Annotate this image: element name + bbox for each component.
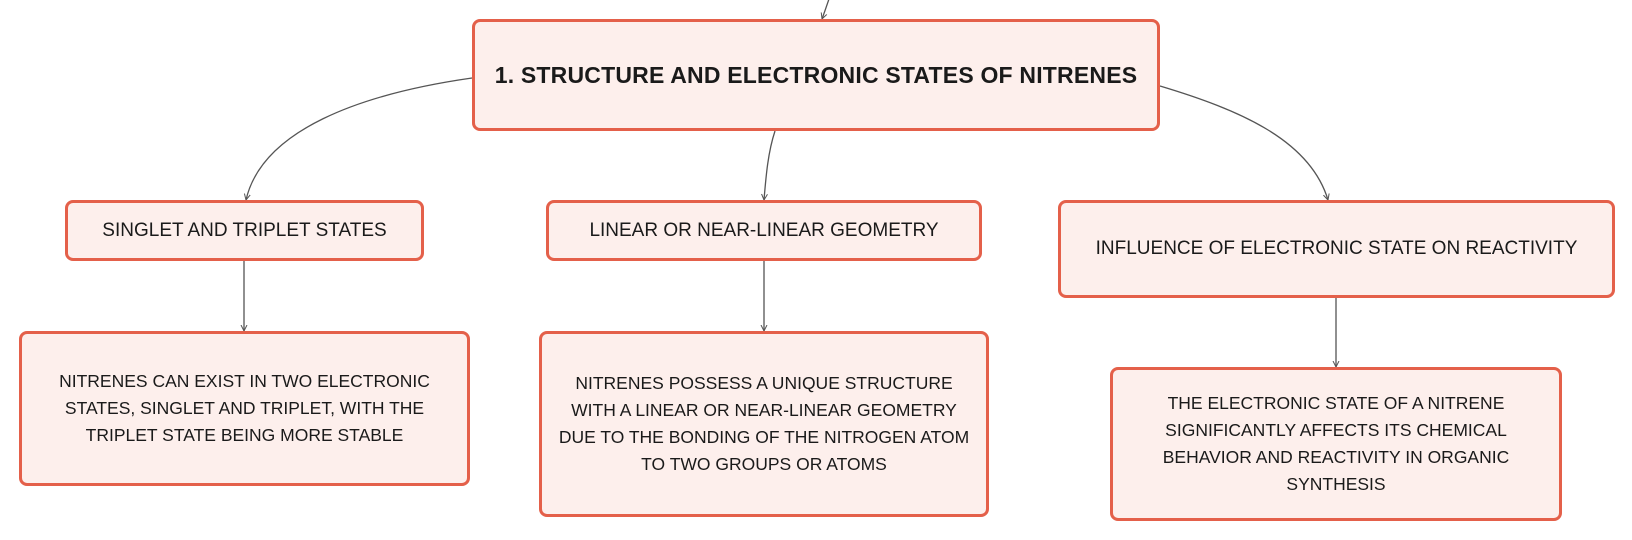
topic-node-label: LINEAR OR NEAR-LINEAR GEOMETRY (589, 219, 939, 241)
detail-node-text: NITRENES CAN EXIST IN TWO ELECTRONIC STATES, SINGLET AND TRIPLET, WITH THE TRIPLET STATE BEING MORE STABLE (59, 371, 430, 445)
detail-node-singlet-triplet[interactable] (19, 331, 470, 486)
connector-parent-to-root (822, 0, 830, 19)
topic-node-linear-geometry[interactable] (546, 200, 982, 261)
detail-node-reactivity[interactable] (1110, 367, 1562, 521)
topic-node-reactivity[interactable] (1058, 200, 1615, 298)
root-node[interactable] (472, 19, 1160, 131)
root-node-title: 1. STRUCTURE AND ELECTRONIC STATES OF NITRENES (494, 61, 1138, 88)
topic-node-label: INFLUENCE OF ELECTRONIC STATE ON REACTIVITY (1095, 238, 1578, 259)
connector-root-to-topic-2 (764, 131, 775, 200)
detail-node-linear-geometry[interactable] (539, 331, 989, 517)
topic-node-singlet-triplet[interactable] (65, 200, 424, 261)
topic-node-label: SINGLET AND TRIPLET STATES (102, 219, 387, 241)
detail-node-text: THE ELECTRONIC STATE OF A NITRENE SIGNIFICANTLY AFFECTS ITS CHEMICAL BEHAVIOR AND REACTIVITY IN ORGANIC SYNTHESIS (1162, 393, 1510, 494)
connector-root-to-topic-3 (1160, 86, 1328, 200)
connector-root-to-topic-1 (246, 78, 472, 200)
detail-node-text: NITRENES POSSESS A UNIQUE STRUCTURE WITH A LINEAR OR NEAR-LINEAR GEOMETRY DUE TO THE BONDING OF THE NITROGEN ATOM TO TWO GROUPS OR ATOMS (558, 373, 970, 474)
